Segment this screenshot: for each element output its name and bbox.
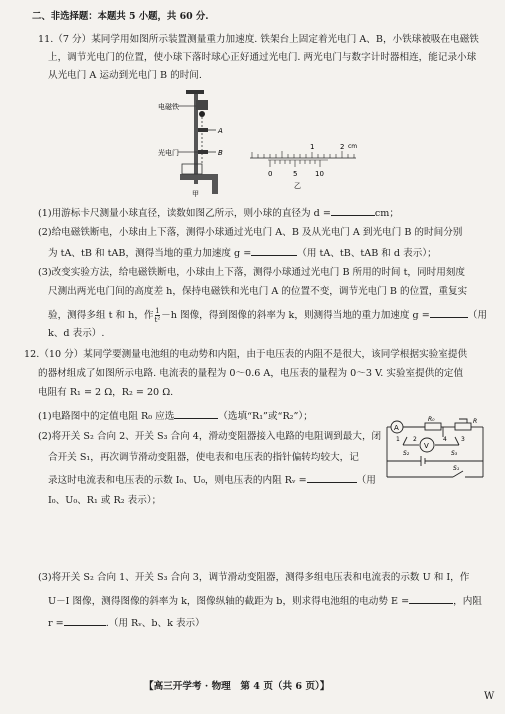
voltmeter-label: V <box>424 442 429 450</box>
q11-intro-line-3: 从光电门 A 运动到光电门 B 的时间. <box>48 70 202 81</box>
q12-part3-line2: U－I 图像，测得图像的斜率为 k，图像纵轴的截距为 b，则求得电池组的电动势 E = ，内阻 <box>48 596 482 607</box>
q12-intro-line-1: 12.（10 分）某同学要测量电池组的电动势和内阻，由于电压表的内阻不是很大，该同学根据实验室提供 <box>24 349 468 360</box>
page-footer: 【高三开学考 · 物理 第 4 页（共 6 页）】 <box>144 681 330 692</box>
answer-blank-g1[interactable] <box>251 246 297 256</box>
electromagnet-block <box>196 100 208 110</box>
q11-part3-line3: 验，测得多组 t 和 h，作 $\frac{1}{\text{t²}}$ －h 图像，得到图像的斜率为 k，则测得当地的重力加速度 g = （用 <box>48 307 487 324</box>
scale-main-1: 1 <box>310 143 315 151</box>
q12-intro-line-3: 电阻有 R₁ = 2 Ω，R₂ = 20 Ω. <box>38 387 174 398</box>
q11-intro-line-2: 上，调节光电门的位置，使小球下落时球心正好通过光电门. 两光电门与数字计时器相连，能记录小球 <box>48 52 477 63</box>
vernier-10: 10 <box>315 170 324 178</box>
answer-blank-r[interactable] <box>64 616 106 626</box>
node-4: 4 <box>443 436 447 443</box>
answer-blank-r0[interactable] <box>174 409 218 419</box>
answer-blank-e[interactable] <box>409 594 453 604</box>
scale-main-2: 2 <box>340 143 345 151</box>
node-1: 1 <box>396 436 400 443</box>
section-heading: 二、非选择题：本题共 5 小题，共 60 分. <box>32 11 209 22</box>
q12-part2-line3: 录这时电流表和电压表的示数 I₀、U₀，则电压表的内阻 Rᵥ = （用 <box>48 475 376 486</box>
s2-label: S₂ <box>403 450 410 457</box>
q11-part3-line1: (3)改变实验方法，给电磁铁断电，小球由上下落，测得小球通过光电门 B 所用的时间 t，同时用刻度 <box>38 267 465 278</box>
answer-blank-rv[interactable] <box>307 473 357 483</box>
vernier-5: 5 <box>293 170 298 178</box>
answer-blank-g2[interactable] <box>430 308 468 318</box>
ball <box>199 111 205 117</box>
ammeter-label: A <box>394 424 399 432</box>
node-2: 2 <box>413 436 417 443</box>
q12-intro-line-2: 的器材组成了如图所示电路. 电流表的量程为 0～0.6 A，电压表的量程为 0～3 V. 实验室提供的定值 <box>38 368 464 379</box>
vernier-0: 0 <box>268 170 273 178</box>
caption-yi: 乙 <box>294 182 301 190</box>
q11-part2-line1: (2)给电磁铁断电，小球由上下落，测得小球通过光电门 A、B 及从光电门 A 到光电门 B 的时间分别 <box>38 227 463 238</box>
q12-part2-last: I₀、U₀、R₁ 或 R₂ 表示）； <box>48 495 162 506</box>
r-label: R <box>473 418 478 425</box>
caption-jia: 甲 <box>192 190 199 198</box>
footer-mark: W <box>484 691 495 702</box>
node-3: 3 <box>461 436 465 443</box>
r0-label: R₀ <box>428 416 435 423</box>
label-gate-b: B <box>218 149 223 157</box>
q11-intro-line-1: 11.（7 分）某同学用如图所示装置测量重力加速度. 铁架台上固定着光电门 A、B，小铁球被吸在电磁铁 <box>38 34 479 45</box>
q12-part1: (1)电路图中的定值电阻 R₀ 应选 （选填“R₁”或“R₂”）； <box>38 411 313 422</box>
q11-part3-line2: 尺测出两光电门间的高度差 h，保持电磁铁和光电门 A 的位置不变，调节光电门 B 的位置，重复实 <box>48 286 468 297</box>
q11-part3-line4: k、d 表示）. <box>48 328 105 339</box>
label-gate: 光电门 <box>158 149 179 157</box>
fraction-1-over-t2: $\frac{1}{\text{t²}}$ <box>154 307 161 324</box>
scale-unit: cm <box>348 143 358 150</box>
apparatus-figure <box>150 90 240 198</box>
q12-part3-line3: r = .（用 Rᵥ、b、k 表示） <box>48 618 205 629</box>
q12-part2-line2: 合开关 S₁，再次调节滑动变阻器，使电表和电压表的指针偏转均较大，记 <box>48 452 359 463</box>
gate-b <box>198 150 208 154</box>
gate-a <box>198 128 208 132</box>
answer-blank-d[interactable] <box>331 206 375 216</box>
label-gate-a: A <box>218 127 223 135</box>
q11-part1: (1)用游标卡尺测量小球直径，读数如图乙所示，则小球的直径为 d = cm； <box>38 208 399 219</box>
s1-label: S₁ <box>453 465 460 472</box>
q11-part2-line2: 为 tA、tB 和 tAB，测得当地的重力加速度 g = （用 tA、tB、tAB 和 d 表示）； <box>48 248 437 259</box>
r0-resistor <box>425 423 441 430</box>
q12-part3-line1: (3)将开关 S₂ 合向 1、开关 S₃ 合向 3，调节滑动变阻器，测得多组电压表和电流表的示数 U 和 I，作 <box>38 572 470 583</box>
s3-label: S₃ <box>451 450 458 457</box>
label-electromagnet: 电磁铁 <box>158 103 179 111</box>
q12-part2-line1: (2)将开关 S₂ 合向 2、开关 S₃ 合向 4，滑动变阻器接入电路的电阻调到最大，闭 <box>38 431 382 442</box>
circuit-diagram <box>381 415 489 487</box>
vernier-figure <box>248 140 358 192</box>
rheostat <box>455 423 471 430</box>
